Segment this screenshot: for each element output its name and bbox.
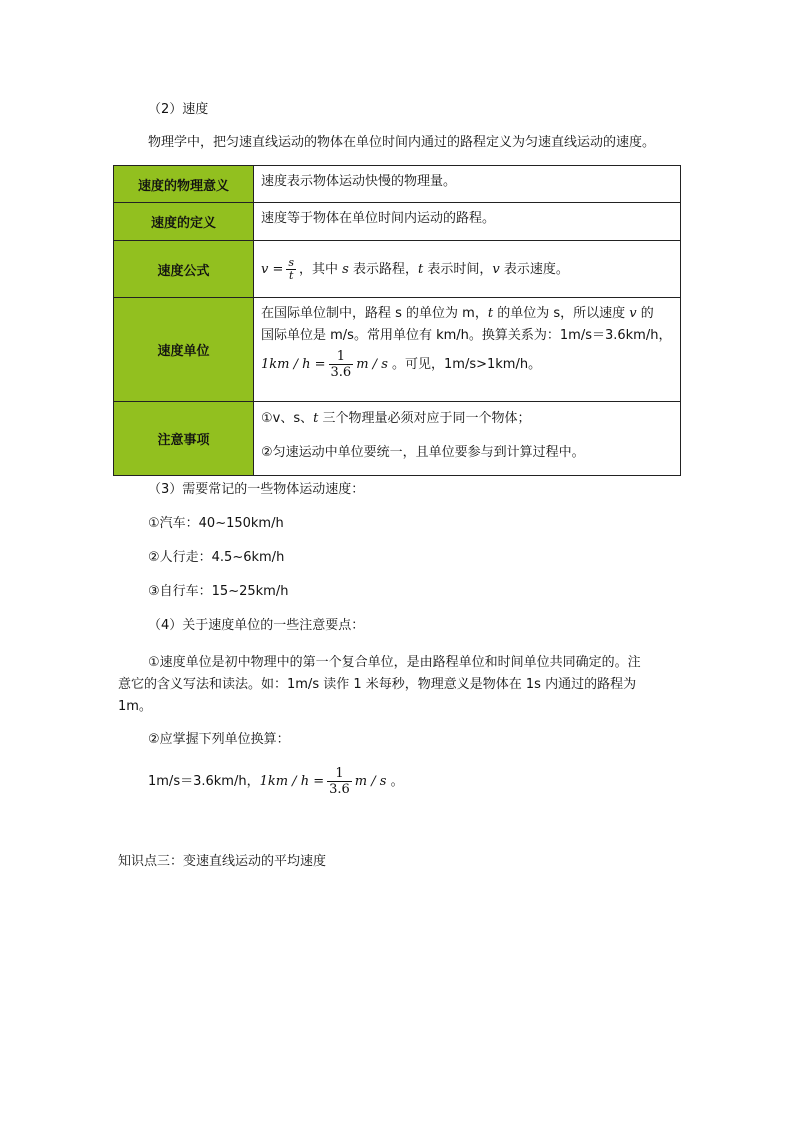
paragraph-line: 意它的含义写法和读法。如：1m/s 读作 1 米每秒，物理意义是物体在 1s 内通过的路程为 <box>118 677 637 692</box>
table-row <box>114 166 681 203</box>
paragraph-line: ①速度单位是初中物理中的第一个复合单位，是由路程单位和时间单位共同确定的。注 <box>148 655 641 670</box>
row-header: 速度公式 <box>114 241 254 298</box>
speed-table <box>113 165 681 476</box>
speed-formula: v = $\frac{s}{t}$ ，其中 s 表示路程，t 表示时间，v 表示速度。 <box>261 255 569 282</box>
unit-conversion-formula: 1m/s＝3.6km/h，1km / h = $\frac{1}{3.6}$ m / s 。 <box>148 766 404 797</box>
section-heading-unit-notes: （4）关于速度单位的一些注意要点： <box>148 618 365 633</box>
knowledge-point-heading: 知识点三：变速直线运动的平均速度 <box>118 854 327 869</box>
section-heading-speed: （2）速度 <box>148 102 209 117</box>
list-item: ①汽车：40~150km/h <box>148 516 284 531</box>
row-content: 速度表示物体运动快慢的物理量。 <box>254 166 681 203</box>
table-row <box>114 203 681 241</box>
paragraph-line: ②应掌握下列单位换算： <box>148 732 290 747</box>
table-row <box>114 241 681 298</box>
list-item: ③自行车：15~25km/h <box>148 584 289 599</box>
table-row <box>114 402 681 476</box>
row-content: 速度等于物体在单位时间内运动的路程。 <box>254 203 681 241</box>
row-header: 注意事项 <box>114 402 254 476</box>
row-content: 在国际单位制中，路程 s 的单位为 m，t 的单位为 s，所以速度 v 的 国际单位是 m/s。常用单位有 km/h。换算关系为：1m/s＝3.6km/h， 1km / h = $\frac{1}{3.6}$ m / s 。可见，1m/s>1km/h。 <box>254 298 681 402</box>
section-heading-common-speeds: （3）需要常记的一些物体运动速度： <box>148 482 365 497</box>
row-header: 速度的定义 <box>114 203 254 241</box>
list-item: ②人行走：4.5~6km/h <box>148 550 285 565</box>
row-content: ①v、s、t 三个物理量必须对应于同一个物体； ②匀速运动中单位要统一，且单位要参与到计算过程中。 <box>254 402 681 476</box>
paragraph-line: 1m。 <box>118 699 152 714</box>
speed-intro: 物理学中，把匀速直线运动的物体在单位时间内通过的路程定义为匀速直线运动的速度。 <box>148 135 656 150</box>
row-header: 速度的物理意义 <box>114 166 254 203</box>
row-header: 速度单位 <box>114 298 254 402</box>
row-content <box>254 241 681 298</box>
table-row <box>114 298 681 402</box>
